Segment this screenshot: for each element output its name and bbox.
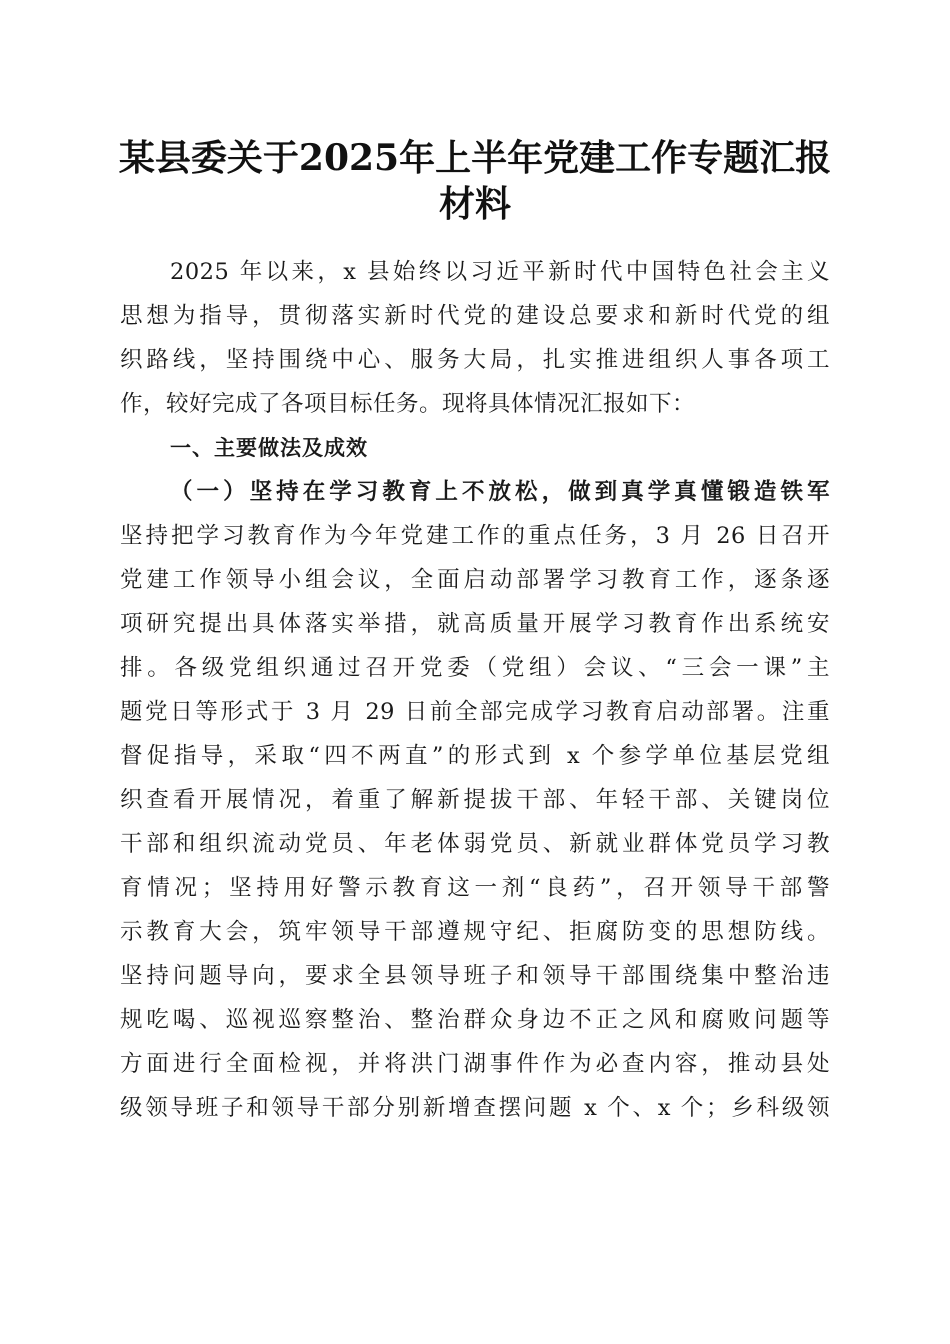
document-title-line-2: 材料	[438, 183, 511, 225]
document-title-line-1: 某县委关于2025年上半年党建工作专题汇报	[118, 137, 832, 179]
paragraph-line: 督促指导，采取“四不两直”的形式到 x 个参学单位基层党组	[120, 743, 830, 769]
paragraph-line: 排。各级党组织通过召开党委（党组）会议、“三会一课”主	[120, 655, 830, 681]
paragraph-line: 干部和组织流动党员、年老体弱党员、新就业群体党员学习教	[120, 831, 830, 857]
subsection-heading: （一）坚持在学习教育上不放松，做到真学真懂锻造铁军	[170, 479, 830, 505]
intro-line: 2025 年以来，x 县始终以习近平新时代中国特色社会主义	[170, 259, 830, 285]
document-body	[120, 250, 830, 1130]
paragraph-line: 题党日等形式于 3 月 29 日前全部完成学习教育启动部署。注重	[120, 699, 830, 725]
paragraph-line: 坚持问题导向，要求全县领导班子和领导干部围绕集中整治违	[120, 963, 830, 989]
paragraph-line: 织查看开展情况，着重了解新提拔干部、年轻干部、关键岗位	[120, 787, 830, 813]
paragraph-line: 育情况；坚持用好警示教育这一剂“良药”，召开领导干部警	[120, 875, 830, 901]
section-heading: 一、主要做法及成效	[170, 436, 368, 460]
paragraph-line: 级领导班子和领导干部分别新增查摆问题 x 个、x 个；乡科级领	[120, 1095, 830, 1121]
intro-line: 织路线，坚持围绕中心、服务大局，扎实推进组织人事各项工	[120, 347, 830, 373]
paragraph-line: 方面进行全面检视，并将洪门湖事件作为必查内容，推动县处	[120, 1051, 830, 1077]
intro-line: 作，较好完成了各项目标任务。现将具体情况汇报如下：	[120, 391, 696, 417]
paragraph-line: 党建工作领导小组会议，全面启动部署学习教育工作，逐条逐	[120, 567, 830, 593]
paragraph-line: 项研究提出具体落实举措，就高质量开展学习教育作出系统安	[120, 611, 830, 637]
paragraph-line: 示教育大会，筑牢领导干部遵规守纪、拒腐防变的思想防线。	[120, 919, 830, 945]
paragraph-line: 规吃喝、巡视巡察整治、整治群众身边不正之风和腐败问题等	[120, 1007, 830, 1033]
intro-line: 思想为指导，贯彻落实新时代党的建设总要求和新时代党的组	[120, 303, 830, 329]
paragraph-line: 坚持把学习教育作为今年党建工作的重点任务，3 月 26 日召开	[120, 523, 830, 549]
